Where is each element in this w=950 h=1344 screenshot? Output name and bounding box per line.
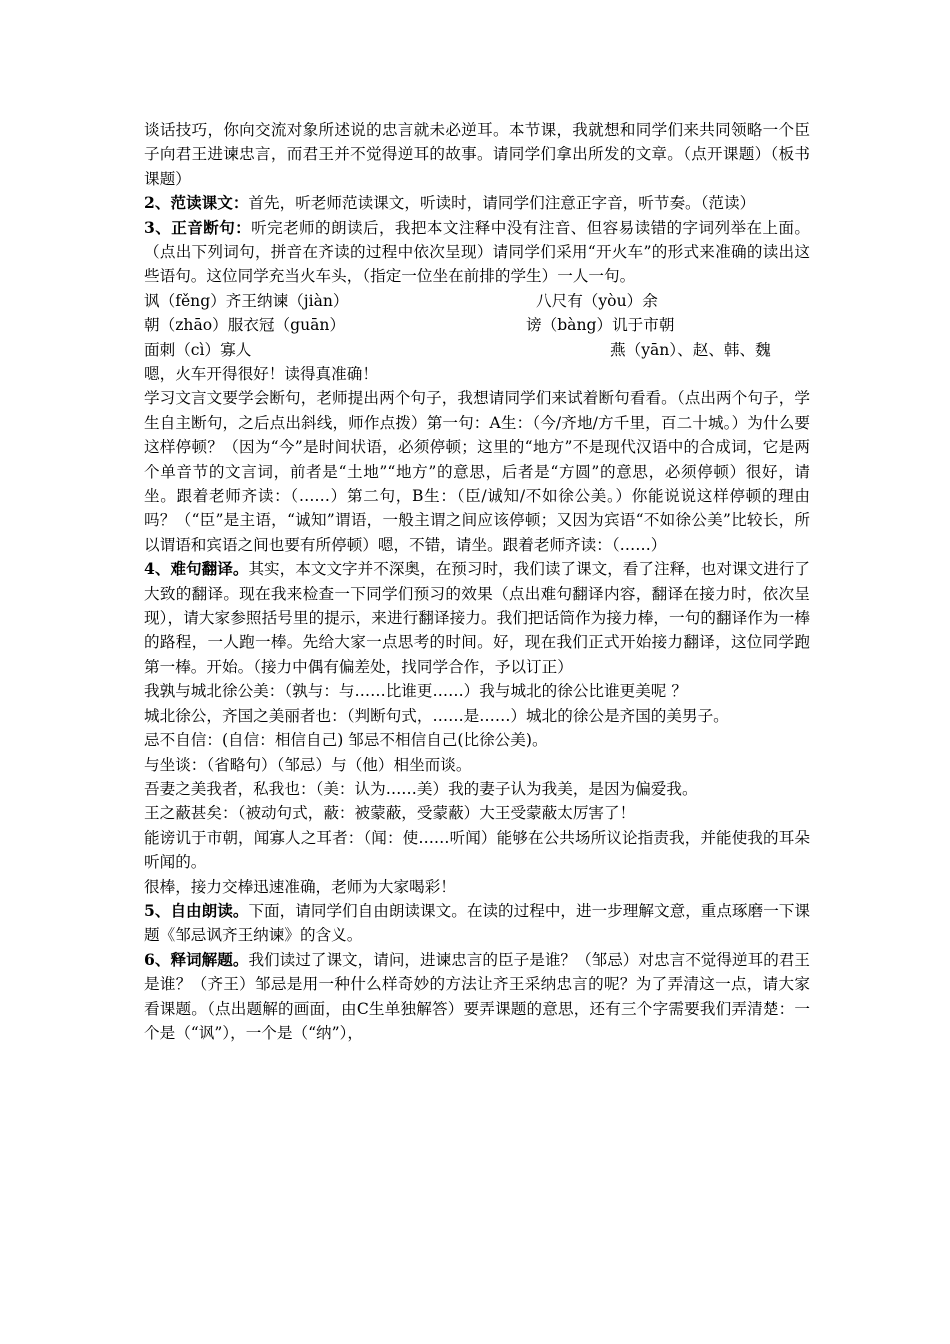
pronunciation-row	[144, 289, 810, 313]
pronunciation-item: 朝（zhāo）服衣冠（guān）	[144, 316, 346, 335]
pronunciation-item: 燕（yān）、赵、韩、魏	[610, 340, 771, 359]
section-heading: 3、正音断句：	[144, 217, 252, 237]
pronunciation-item: 讽（fěng）齐王纳谏（jiàn）	[144, 291, 349, 310]
section-text: 听完老师的朗读后，我把本文注释中没有注音、但容易读错的字词列举在上面。（点出下列词句，拼音在齐读的过程中依次呈现）请同学们采用“开火车”的形式来准确的读出这些语句。这位同学充当火车头，（指定一位坐在前排的学生）一人一句。	[144, 218, 810, 286]
duanju-paragraph: 学习文言文要学会断句，老师提出两个句子，我想请同学们来试着断句看看。（点出两个句子，学生自主断句，之后点出斜线，师作点拨）第一句：A生：（今/齐地/方千里，百二十城。）为什么要这样停顿？（因为“今”是时间状语，必须停顿；这里的“地方”不是现代汉语中的合成词，它是两个单音节的文言词，前者是“土地”“地方”的意思，后者是“方圆”的意思，必须停顿）很好，请坐。跟着老师齐读：（……）第二句，B生：（臣/诚知/不如徐公美。）你能说说这样停顿的理由吗？（“臣”是主语，“诚知”谓语，一般主谓之间应该停顿；又因为宾语“不如徐公美”比较长，所以谓语和宾语之间也要有所停顿）嗯，不错，请坐。跟着老师齐读：（……）	[144, 389, 810, 554]
document-body	[144, 118, 810, 1045]
section-heading: 5、自由朗读。	[144, 900, 249, 920]
section-text: 首先，听老师范读课文，听读时，请同学们注意正字音，听节奏。（范读）	[248, 194, 756, 213]
translation-line: 忌不自信：(自信：相信自己) 邹忌不相信自己(比徐公美)。	[144, 731, 548, 750]
section-heading: 6、释词解题。	[144, 949, 249, 969]
pronunciation-item: 八尺有（yòu）余	[536, 291, 658, 310]
section-fandu	[144, 191, 810, 215]
translation-line: 与坐谈：（省略句）（邹忌）与（他）相坐而谈。	[144, 755, 472, 774]
translation-line: 能谤讥于市朝，闻寡人之耳者：（闻：使……听闻）能够在公共场所议论指责我，并能使我的耳朵听闻的。	[144, 828, 810, 872]
pronunciation-item: 谤（bàng）讥于市朝	[526, 316, 675, 335]
section-nanju	[144, 557, 810, 679]
section-heading: 4、难句翻译。	[144, 559, 249, 579]
translation-line: 我孰与城北徐公美：（孰与：与……比谁更……）我与城北的徐公比谁更美呢 ？	[144, 682, 687, 701]
pronunciation-row	[144, 313, 810, 337]
translation-line: 王之蔽甚矣：（被动句式，蔽：被蒙蔽，受蒙蔽）大王受蒙蔽太厉害了！	[144, 804, 636, 823]
translation-line: 吾妻之美我者，私我也：（美：认为……美）我的妻子认为我美，是因为偏爱我。	[144, 779, 698, 798]
intro-paragraph: 谈话技巧，你向交流对象所述说的忠言就未必逆耳。本节课，我就想和同学们来共同领略一个臣子向君王进谏忠言，而君王并不觉得逆耳的故事。请同学们拿出所发的文章。（点开课题）（板书课题）	[144, 121, 810, 188]
praise-line: 嗯，火车开得很好！读得真准确！	[144, 365, 378, 384]
pronunciation-item: 面刺（cì）寡人	[144, 340, 252, 359]
praise-line: 很棒，接力交棒迅速准确，老师为大家喝彩！	[144, 877, 456, 896]
section-shici	[144, 948, 810, 1046]
section-text: 下面，请同学们自由朗读课文。在读的过程中，进一步理解文意，重点琢磨一下课题《邹忌讽齐王纳谏》的含义。	[144, 901, 810, 945]
section-text: 我们读过了课文，请问，进谏忠言的臣子是谁？（邹忌）对忠言不觉得逆耳的君王是谁？（齐王）邹忌是用一种什么样奇妙的方法让齐王采纳忠言的呢？为了弄清这一点，请大家看课题。（点出题解的画面，由C生单独解答）要弄课题的意思，还有三个字需要我们弄清楚：一个是（“讽”），一个是（“纳”），	[144, 950, 810, 1042]
section-text: 其实，本文文字并不深奥，在预习时，我们读了课文，看了注释，也对课文进行了大致的翻译。现在我来检查一下同学们预习的效果（点出难句翻译内容，翻译在接力时，依次呈现），请大家参照括号里的提示，来进行翻译接力。我们把话筒作为接力棒，一句的翻译作为一棒的路程，一人跑一棒。先给大家一点思考的时间。好，现在我们正式开始接力翻译，这位同学跑第一棒。开始。（接力中偶有偏差处，找同学合作，予以订正）	[144, 560, 810, 676]
section-ziyou	[144, 899, 810, 948]
translation-line: 城北徐公，齐国之美丽者也：（判断句式，……是……）城北的徐公是齐国的美男子。	[144, 706, 729, 725]
section-zhengyin	[144, 216, 810, 289]
pronunciation-row	[144, 338, 810, 362]
section-heading: 2、范读课文：	[144, 193, 249, 213]
